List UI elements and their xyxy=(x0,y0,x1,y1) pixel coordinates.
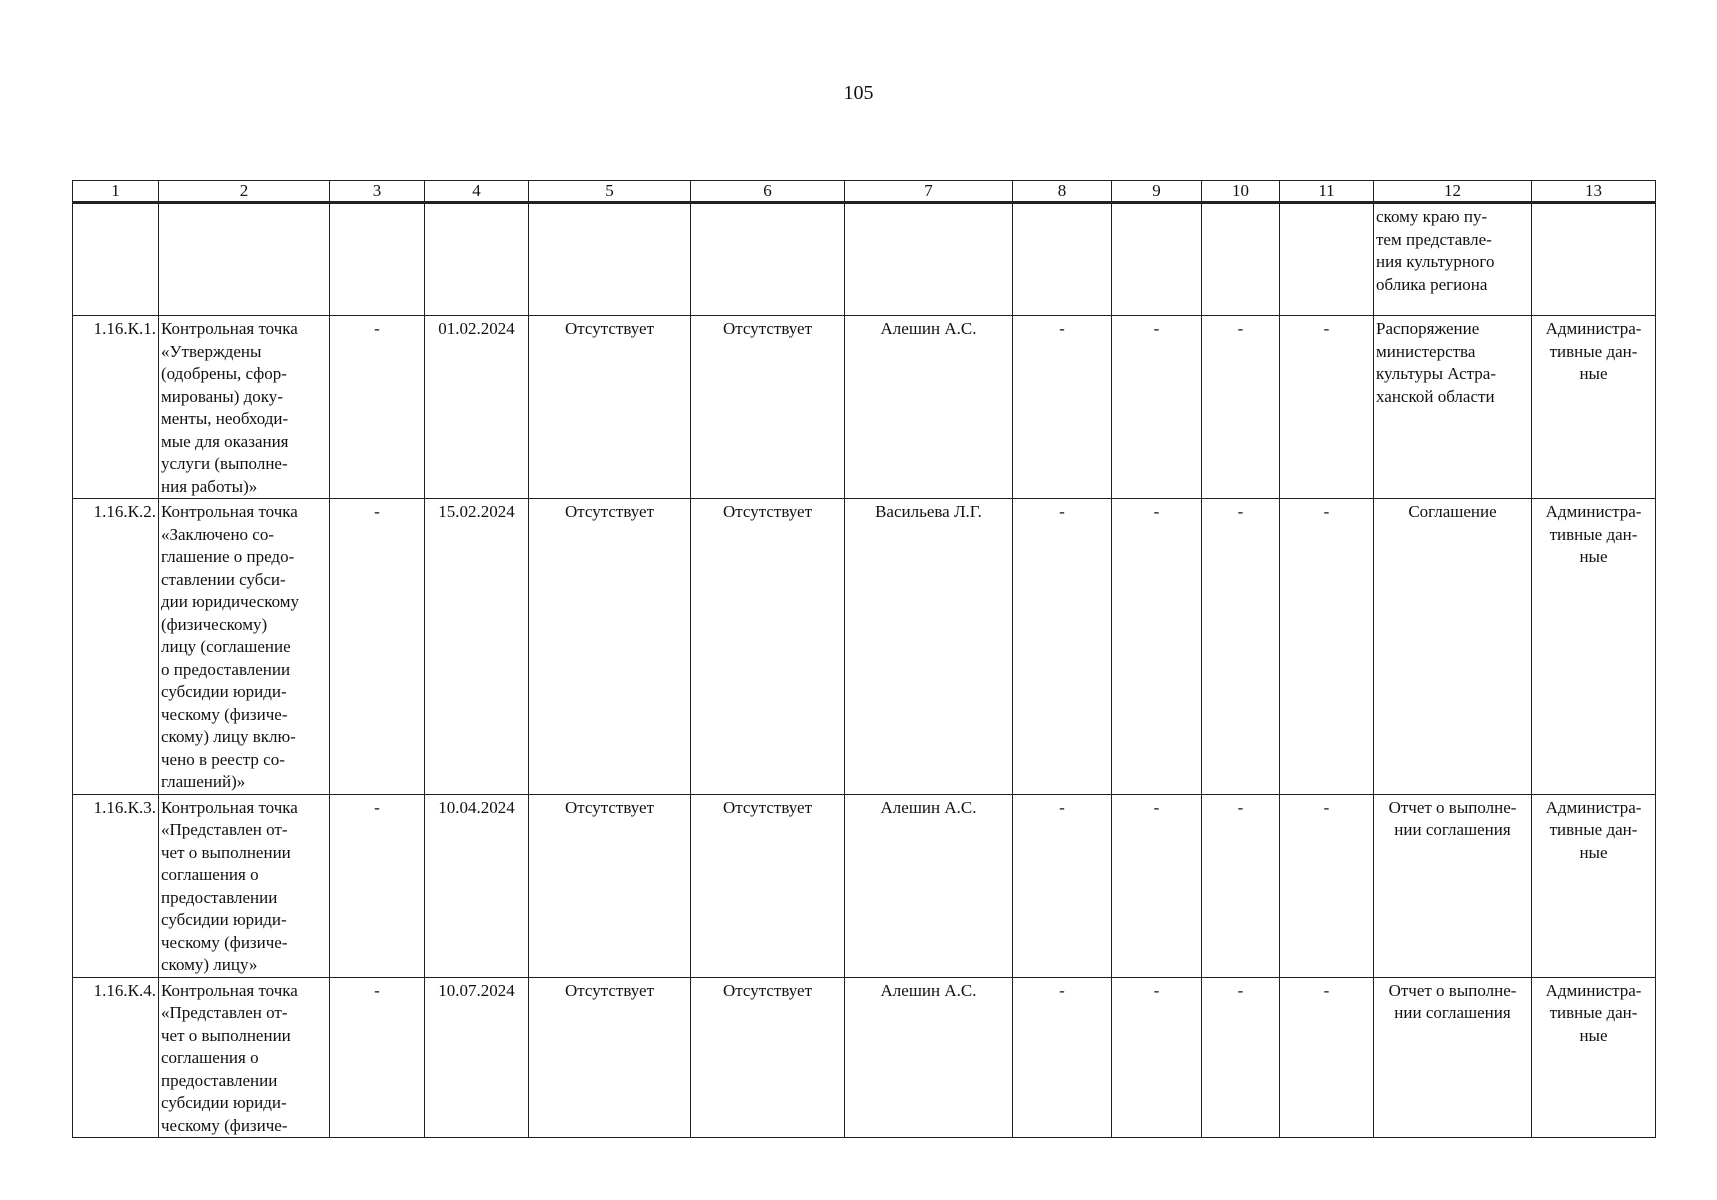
table-row xyxy=(73,977,1656,1138)
text-line: мые для оказания xyxy=(161,431,289,451)
column-header-5: 5 xyxy=(529,181,691,203)
table-cell xyxy=(159,203,330,316)
table-cell xyxy=(1112,203,1202,316)
text-line: Соглашение xyxy=(1408,502,1497,521)
text-line: тивные дан- xyxy=(1549,1003,1638,1022)
text-line: глашение о предо- xyxy=(161,547,295,566)
table-cell xyxy=(1532,203,1656,316)
continuation-row xyxy=(73,203,1656,316)
table-cell xyxy=(529,203,691,316)
status-cell: Отсутствует xyxy=(529,977,691,1138)
table-row xyxy=(73,794,1656,977)
text-line: «Утверждены xyxy=(161,341,262,361)
text-line: менты, необходи- xyxy=(161,409,289,428)
status-cell: Отсутствует xyxy=(529,499,691,795)
dash-cell: - xyxy=(1013,316,1112,499)
table-cell xyxy=(73,203,159,316)
dash-cell: - xyxy=(1280,499,1374,795)
text-line: тем представле- xyxy=(1376,229,1492,249)
column-header-12: 12 xyxy=(1374,181,1532,203)
status-cell: Отсутствует xyxy=(691,977,845,1138)
column-header-9: 9 xyxy=(1112,181,1202,203)
dash-cell: - xyxy=(1013,794,1112,977)
column-header-6: 6 xyxy=(691,181,845,203)
text-line: Администра- xyxy=(1545,980,1642,1000)
header-row xyxy=(73,181,1656,203)
text-line: Контрольная точка xyxy=(161,980,298,1000)
text-line: тивные дан- xyxy=(1549,820,1638,839)
text-line: тивные дан- xyxy=(1549,341,1638,361)
text-line: ханской области xyxy=(1376,386,1495,406)
dash-cell: - xyxy=(1112,794,1202,977)
text-line: Контрольная точка xyxy=(161,319,298,338)
text-line: дии юридическому xyxy=(161,592,300,611)
row-id: 1.16.К.2. xyxy=(73,499,159,795)
status-cell: Отсутствует xyxy=(691,499,845,795)
document-cell xyxy=(1374,794,1532,977)
dash-cell: - xyxy=(1202,794,1280,977)
text-line: субсидии юриди- xyxy=(161,910,287,929)
dash-cell: - xyxy=(1013,977,1112,1138)
dash-cell: - xyxy=(1112,499,1202,795)
text-line: культуры Астра- xyxy=(1376,364,1496,383)
description-cell xyxy=(159,794,330,977)
table-cell xyxy=(691,203,845,316)
column-header-13: 13 xyxy=(1532,181,1656,203)
text-line: Администра- xyxy=(1545,797,1642,817)
text-line: ческому (физиче- xyxy=(161,704,288,724)
column-header-2: 2 xyxy=(159,181,330,203)
text-line: ния работы)» xyxy=(161,476,258,496)
text-line: субсидии юриди- xyxy=(161,682,287,701)
status-cell: Отсутствует xyxy=(529,316,691,499)
text-line: субсидии юриди- xyxy=(161,1093,287,1112)
text-line: Распоряжение xyxy=(1376,319,1480,338)
control-points-table xyxy=(72,180,1656,1138)
text-line: Контрольная точка xyxy=(161,797,298,817)
table-cell xyxy=(1280,203,1374,316)
text-line: Администра- xyxy=(1545,502,1642,521)
column-header-11: 11 xyxy=(1280,181,1374,203)
text-line: чет о выполнении xyxy=(161,1025,291,1045)
dash-cell: - xyxy=(330,499,425,795)
text-line: лицу (соглашение xyxy=(161,637,291,656)
text-line: облика региона xyxy=(1376,274,1488,294)
text-line: нии соглашения xyxy=(1394,1003,1511,1022)
text-line: соглашения о xyxy=(161,1048,259,1067)
source-cell xyxy=(1532,499,1656,795)
text-line: услуги (выполне- xyxy=(161,454,288,473)
source-cell xyxy=(1532,316,1656,499)
date-cell: 10.07.2024 xyxy=(425,977,529,1138)
table-cell xyxy=(1013,203,1112,316)
text-line: предоставлении xyxy=(161,887,278,907)
responsible-cell: Алешин А.С. xyxy=(845,316,1013,499)
dash-cell: - xyxy=(1280,977,1374,1138)
text-line: скому) лицу вклю- xyxy=(161,727,296,746)
table-cell xyxy=(330,203,425,316)
text-line: тивные дан- xyxy=(1549,524,1638,544)
text-line: ные xyxy=(1579,364,1608,383)
date-cell: 01.02.2024 xyxy=(425,316,529,499)
source-cell xyxy=(1532,977,1656,1138)
table-cell xyxy=(1202,203,1280,316)
text-line: «Представлен от- xyxy=(161,820,288,839)
text-line: чет о выполнении xyxy=(161,842,291,862)
text-line: скому краю пу- xyxy=(1376,207,1488,226)
dash-cell: - xyxy=(1202,977,1280,1138)
text-line: скому) лицу» xyxy=(161,955,258,974)
text-line: нии соглашения xyxy=(1394,820,1511,839)
column-header-4: 4 xyxy=(425,181,529,203)
text-line: ные xyxy=(1579,547,1608,566)
text-line: предоставлении xyxy=(161,1070,278,1090)
table-cell xyxy=(425,203,529,316)
text-line: ные xyxy=(1579,842,1608,862)
dash-cell: - xyxy=(330,977,425,1138)
row-id: 1.16.К.4. xyxy=(73,977,159,1138)
text-line: соглашения о xyxy=(161,865,259,884)
responsible-cell: Алешин А.С. xyxy=(845,794,1013,977)
text-line: ные xyxy=(1579,1025,1608,1045)
document-cell xyxy=(1374,977,1532,1138)
status-cell: Отсутствует xyxy=(691,316,845,499)
column-header-3: 3 xyxy=(330,181,425,203)
dash-cell: - xyxy=(1112,316,1202,499)
text-line: ния культурного xyxy=(1376,252,1495,271)
dash-cell: - xyxy=(1013,499,1112,795)
column-header-1: 1 xyxy=(73,181,159,203)
dash-cell: - xyxy=(1280,316,1374,499)
text-line: о предоставлении xyxy=(161,659,291,679)
row-id: 1.16.К.3. xyxy=(73,794,159,977)
column-header-8: 8 xyxy=(1013,181,1112,203)
text-line: «Заключено со- xyxy=(161,524,275,544)
text-line: глашений)» xyxy=(161,772,246,791)
text-line: ческому (физиче- xyxy=(161,1115,288,1135)
text-line: Администра- xyxy=(1545,319,1642,338)
text-line: ставлении субси- xyxy=(161,569,286,589)
text-line: Контрольная точка xyxy=(161,502,298,521)
document-cell xyxy=(1374,316,1532,499)
description-cell xyxy=(159,316,330,499)
responsible-cell: Алешин А.С. xyxy=(845,977,1013,1138)
text-line: мированы) доку- xyxy=(161,386,283,406)
page-number: 105 xyxy=(843,82,874,104)
table-row xyxy=(73,316,1656,499)
description-cell xyxy=(159,977,330,1138)
column-header-10: 10 xyxy=(1202,181,1280,203)
text-line: ческому (физиче- xyxy=(161,932,288,952)
description-cell xyxy=(159,499,330,795)
document-cell xyxy=(1374,203,1532,316)
dash-cell: - xyxy=(330,316,425,499)
text-line: «Представлен от- xyxy=(161,1003,288,1022)
date-cell: 10.04.2024 xyxy=(425,794,529,977)
responsible-cell: Васильева Л.Г. xyxy=(845,499,1013,795)
dash-cell: - xyxy=(1202,316,1280,499)
text-line: министерства xyxy=(1376,341,1476,361)
status-cell: Отсутствует xyxy=(691,794,845,977)
dash-cell: - xyxy=(1280,794,1374,977)
row-id: 1.16.К.1. xyxy=(73,316,159,499)
text-line: (одобрены, сфор- xyxy=(161,364,287,383)
text-line: чено в реестр со- xyxy=(161,749,285,769)
text-line: Отчет о выполне- xyxy=(1388,980,1517,1000)
document-cell xyxy=(1374,499,1532,795)
table-row xyxy=(73,499,1656,795)
source-cell xyxy=(1532,794,1656,977)
table-cell xyxy=(845,203,1013,316)
text-line: (физическому) xyxy=(161,614,268,634)
text-line: Отчет о выполне- xyxy=(1388,797,1517,817)
column-header-7: 7 xyxy=(845,181,1013,203)
date-cell: 15.02.2024 xyxy=(425,499,529,795)
dash-cell: - xyxy=(1112,977,1202,1138)
dash-cell: - xyxy=(330,794,425,977)
dash-cell: - xyxy=(1202,499,1280,795)
status-cell: Отсутствует xyxy=(529,794,691,977)
